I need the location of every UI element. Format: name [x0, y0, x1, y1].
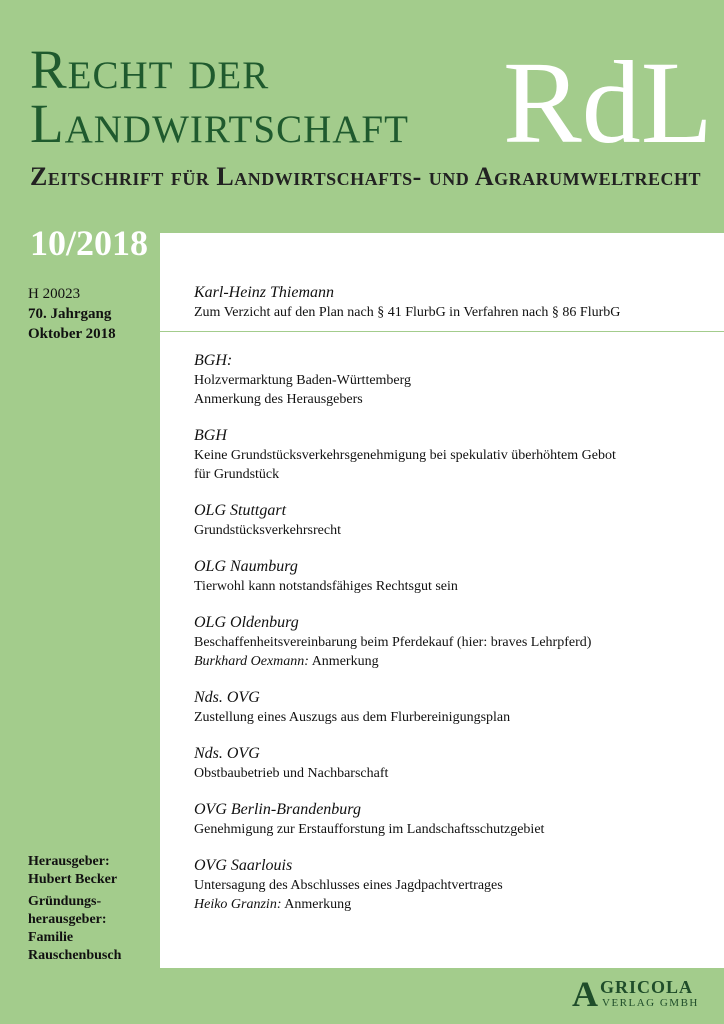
- toc-court: BGH:: [194, 352, 233, 369]
- toc-entry-line: Keine Grundstücksverkehrsgenehmigung bei spekulativ überhöhtem Gebot: [194, 448, 616, 463]
- table-of-contents-panel: [160, 233, 724, 968]
- toc-lead-article: [194, 283, 714, 322]
- toc-entry: [194, 426, 714, 484]
- toc-entries: [194, 351, 714, 914]
- journal-title-line-1: Recht der: [30, 39, 270, 100]
- publisher-name: GRICOLA: [600, 977, 694, 997]
- toc-annotation: [194, 652, 714, 671]
- toc-court: OVG Saarlouis: [194, 857, 293, 874]
- toc-annotation-text: Anmerkung: [284, 897, 352, 912]
- publisher-logo: [572, 976, 712, 1016]
- toc-court: Nds. OVG: [194, 689, 260, 706]
- toc-entry: [194, 856, 714, 914]
- publisher-subname: VERLAG GMBH: [602, 997, 699, 1009]
- founders-label-2: herausgeber:: [28, 912, 107, 927]
- toc-entry-line: Genehmigung zur Erstaufforstung im Landschaftsschutzgebiet: [194, 822, 545, 837]
- editor-name: Hubert Becker: [28, 872, 118, 887]
- journal-subtitle: Zeitschrift für Landwirtschafts- und Agrarumweltrecht: [30, 162, 701, 191]
- toc-annotation-author: Burkhard Oexmann:: [194, 654, 309, 669]
- toc-court: BGH: [194, 427, 227, 444]
- toc-court: OVG Berlin-Brandenburg: [194, 801, 361, 818]
- toc-entry: [194, 557, 714, 596]
- issue-volume: 70. Jahrgang: [28, 306, 112, 322]
- issue-meta: [28, 284, 116, 344]
- toc-court: OLG Stuttgart: [194, 502, 287, 519]
- toc-entry: [194, 351, 714, 409]
- table-of-contents: [194, 283, 714, 931]
- issue-number: 10/2018: [30, 223, 149, 263]
- issue-code: H 20023: [28, 286, 81, 302]
- editor-label: Herausgeber:: [28, 854, 110, 869]
- toc-entry-line: Beschaffenheitsvereinbarung beim Pferdekauf (hier: braves Lehrpferd): [194, 635, 592, 650]
- toc-entry: [194, 613, 714, 671]
- toc-court: Nds. OVG: [194, 745, 260, 762]
- toc-entry: [194, 744, 714, 783]
- founders-name-2: Rauschenbusch: [28, 948, 122, 963]
- toc-court: OLG Naumburg: [194, 558, 298, 575]
- toc-entry-line: Obstbaubetrieb und Nachbarschaft: [194, 766, 389, 781]
- journal-logo-rdl: RdL: [503, 37, 713, 168]
- toc-entry-line: Holzvermarktung Baden-Württemberg: [194, 373, 412, 388]
- toc-entry: [194, 501, 714, 540]
- toc-entry-line: Tierwohl kann notstandsfähiges Rechtsgut sein: [194, 579, 458, 594]
- journal-title-line-2: Landwirtschaft: [30, 93, 409, 154]
- toc-annotation: [194, 895, 714, 914]
- toc-entry-line: Anmerkung des Herausgebers: [194, 392, 363, 407]
- issue-month: Oktober 2018: [28, 326, 116, 342]
- editors-block: [28, 853, 121, 965]
- founders-name-1: Familie: [28, 930, 74, 945]
- toc-lead-author: Karl-Heinz Thiemann: [194, 284, 334, 301]
- toc-annotation-text: Anmerkung: [311, 654, 379, 669]
- toc-entry: [194, 688, 714, 727]
- toc-divider: [160, 331, 724, 332]
- toc-entry-line: Grundstücksverkehrsrecht: [194, 523, 341, 538]
- toc-entry-line: Zustellung eines Auszugs aus dem Flurbereinigungsplan: [194, 710, 511, 725]
- toc-annotation-author: Heiko Granzin:: [194, 897, 282, 912]
- toc-entry-line: für Grundstück: [194, 467, 280, 482]
- toc-entry: [194, 800, 714, 839]
- publisher-initial: A: [572, 974, 598, 1014]
- toc-entry-line: Untersagung des Abschlusses eines Jagdpachtvertrages: [194, 878, 503, 893]
- toc-court: OLG Oldenburg: [194, 614, 299, 631]
- toc-lead-title: Zum Verzicht auf den Plan nach § 41 FlurbG in Verfahren nach § 86 FlurbG: [194, 305, 621, 320]
- founders-label-1: Gründungs-: [28, 894, 102, 909]
